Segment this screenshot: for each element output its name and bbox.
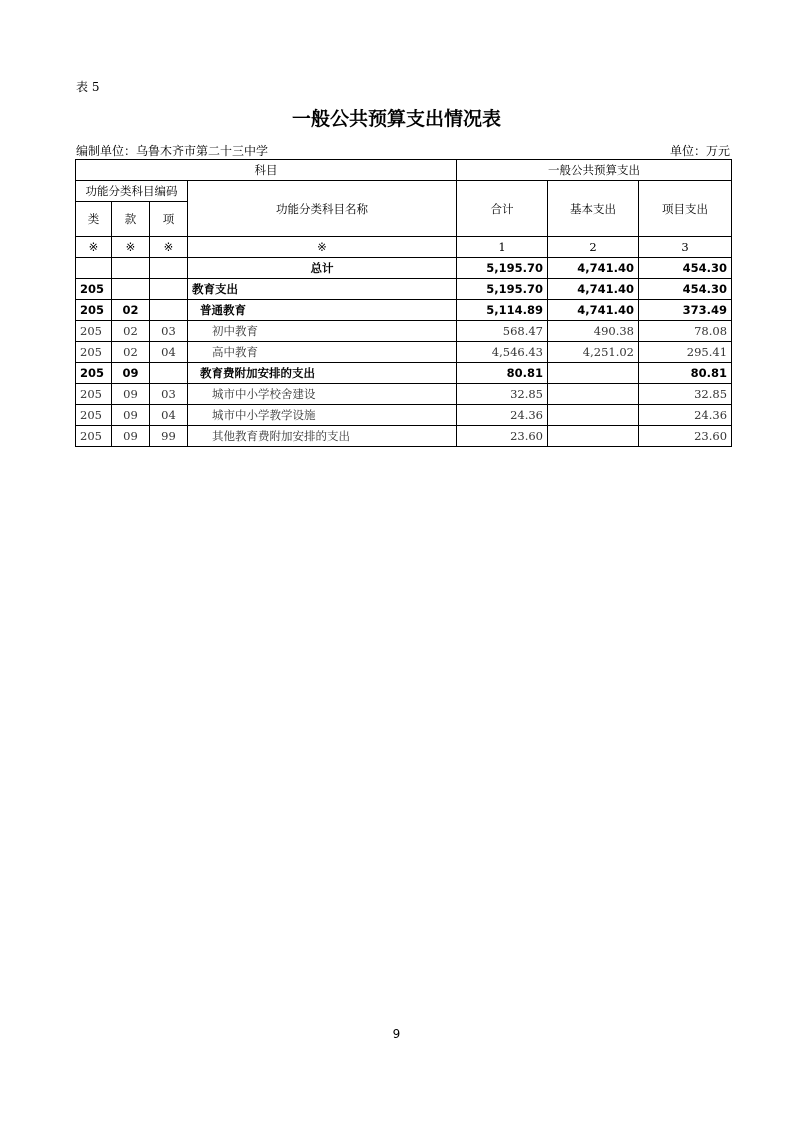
cell-project: 78.08 <box>639 321 732 342</box>
cell-project: 373.49 <box>639 300 732 321</box>
cell-total: 5,195.70 <box>457 258 548 279</box>
cell-basic <box>548 405 639 426</box>
table-row <box>76 363 732 384</box>
cell-basic: 4,741.40 <box>548 279 639 300</box>
cell-lei: 205 <box>76 384 112 405</box>
table-row <box>76 384 732 405</box>
cell-kuan <box>112 279 150 300</box>
header-mark: ※ <box>188 237 457 258</box>
cell-total: 4,546.43 <box>457 342 548 363</box>
table-row <box>76 300 732 321</box>
cell-kuan <box>112 258 150 279</box>
header-total: 合计 <box>457 181 548 237</box>
budget-table <box>75 159 732 447</box>
header-row-4 <box>76 237 732 258</box>
cell-lei: 205 <box>76 405 112 426</box>
table-row <box>76 279 732 300</box>
cell-lei: 205 <box>76 426 112 447</box>
cell-kuan: 02 <box>112 300 150 321</box>
cell-basic: 4,741.40 <box>548 300 639 321</box>
header-lei: 类 <box>76 202 112 237</box>
cell-xiang: 03 <box>150 384 188 405</box>
compiling-unit: 编制单位：乌鲁木齐市第二十三中学 <box>76 144 269 158</box>
cell-name: 高中教育 <box>188 342 457 363</box>
table-row <box>76 342 732 363</box>
table-row <box>76 405 732 426</box>
cell-kuan: 09 <box>112 426 150 447</box>
cell-total: 32.85 <box>457 384 548 405</box>
header-project: 项目支出 <box>639 181 732 237</box>
cell-name: 其他教育费附加安排的支出 <box>188 426 457 447</box>
cell-name: 教育费附加安排的支出 <box>188 363 457 384</box>
cell-project: 32.85 <box>639 384 732 405</box>
cell-lei: 205 <box>76 342 112 363</box>
currency-unit: 单位：万元 <box>669 144 730 158</box>
cell-total: 80.81 <box>457 363 548 384</box>
cell-project: 454.30 <box>639 258 732 279</box>
cell-xiang <box>150 279 188 300</box>
cell-project: 23.60 <box>639 426 732 447</box>
header-col-2: 2 <box>548 237 639 258</box>
cell-total: 23.60 <box>457 426 548 447</box>
cell-xiang <box>150 258 188 279</box>
header-col-1: 1 <box>457 237 548 258</box>
cell-lei: 205 <box>76 300 112 321</box>
cell-basic: 4,251.02 <box>548 342 639 363</box>
cell-basic <box>548 384 639 405</box>
header-row-1 <box>76 160 732 181</box>
header-kuan: 款 <box>112 202 150 237</box>
cell-project: 24.36 <box>639 405 732 426</box>
header-budget: 一般公共预算支出 <box>457 160 732 181</box>
cell-name: 初中教育 <box>188 321 457 342</box>
header-subject: 科目 <box>76 160 457 181</box>
cell-xiang <box>150 300 188 321</box>
cell-lei: 205 <box>76 363 112 384</box>
cell-lei: 205 <box>76 321 112 342</box>
table-row <box>76 321 732 342</box>
cell-project: 454.30 <box>639 279 732 300</box>
header-mark: ※ <box>150 237 188 258</box>
cell-xiang: 04 <box>150 405 188 426</box>
header-mark: ※ <box>112 237 150 258</box>
header-row-2 <box>76 181 732 202</box>
page-number: 9 <box>392 1027 401 1041</box>
document-title: 一般公共预算支出情况表 <box>291 108 501 130</box>
cell-basic <box>548 426 639 447</box>
cell-kuan: 02 <box>112 342 150 363</box>
cell-kuan: 09 <box>112 405 150 426</box>
cell-xiang <box>150 363 188 384</box>
cell-xiang: 04 <box>150 342 188 363</box>
cell-lei: 205 <box>76 279 112 300</box>
cell-kuan: 09 <box>112 384 150 405</box>
cell-total: 5,195.70 <box>457 279 548 300</box>
header-name: 功能分类科目名称 <box>188 181 457 237</box>
cell-basic <box>548 363 639 384</box>
cell-name: 总计 <box>188 258 457 279</box>
cell-basic: 4,741.40 <box>548 258 639 279</box>
cell-total: 568.47 <box>457 321 548 342</box>
cell-name: 城市中小学教学设施 <box>188 405 457 426</box>
table-row <box>76 258 732 279</box>
cell-kuan: 09 <box>112 363 150 384</box>
header-col-3: 3 <box>639 237 732 258</box>
cell-kuan: 02 <box>112 321 150 342</box>
table-row <box>76 426 732 447</box>
header-mark: ※ <box>76 237 112 258</box>
cell-project: 295.41 <box>639 342 732 363</box>
header-code: 功能分类科目编码 <box>76 181 188 202</box>
cell-name: 教育支出 <box>188 279 457 300</box>
cell-project: 80.81 <box>639 363 732 384</box>
cell-xiang: 99 <box>150 426 188 447</box>
table-number: 表 5 <box>76 80 100 94</box>
cell-name: 普通教育 <box>188 300 457 321</box>
cell-xiang: 03 <box>150 321 188 342</box>
header-basic: 基本支出 <box>548 181 639 237</box>
cell-basic: 490.38 <box>548 321 639 342</box>
cell-total: 24.36 <box>457 405 548 426</box>
cell-lei <box>76 258 112 279</box>
header-xiang: 项 <box>150 202 188 237</box>
unit-line <box>76 142 730 159</box>
cell-total: 5,114.89 <box>457 300 548 321</box>
cell-name: 城市中小学校舍建设 <box>188 384 457 405</box>
